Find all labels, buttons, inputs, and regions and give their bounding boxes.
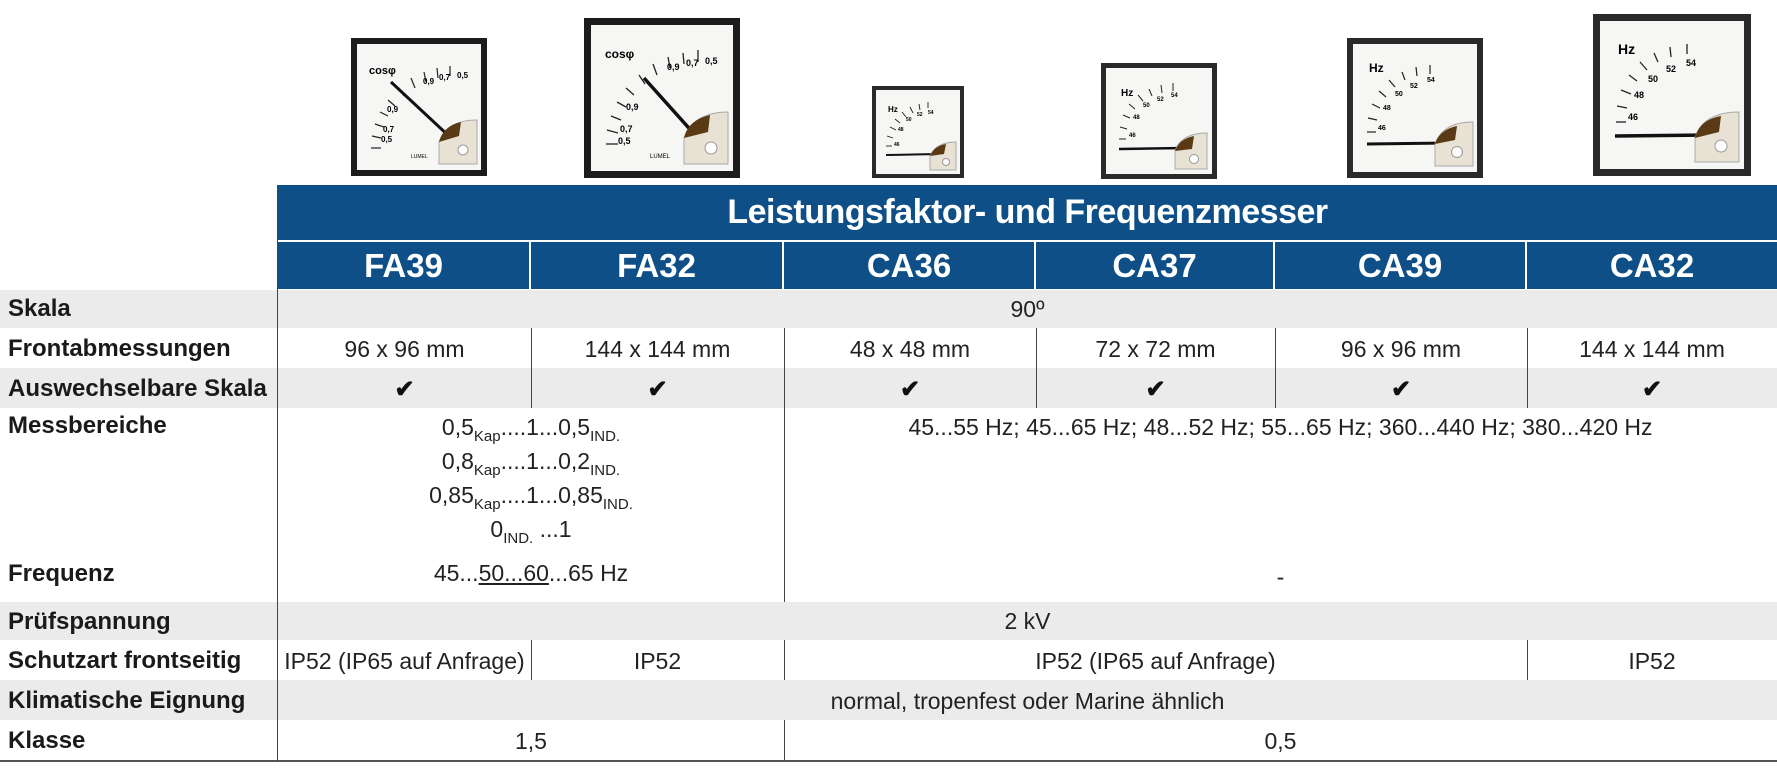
row-front <box>0 328 1777 368</box>
meter-ca37 <box>1101 63 1217 179</box>
row-skala <box>0 290 1777 328</box>
svg-text:0,7: 0,7 <box>439 73 451 82</box>
schutz-ca36-ca39: IP52 (IP65 auf Anfrage) <box>1035 648 1276 674</box>
row-klima <box>0 680 1777 720</box>
svg-text:0,5: 0,5 <box>705 56 718 66</box>
row-schutz <box>0 640 1777 680</box>
svg-text:52: 52 <box>1666 64 1677 74</box>
row-label-frequenz: Frequenz <box>8 560 115 587</box>
svg-text:0,9: 0,9 <box>626 102 639 112</box>
check-icon: ✔ <box>1641 376 1663 403</box>
row-label-auswechsel: Auswechselbare Skala <box>8 375 267 402</box>
svg-text:0,7: 0,7 <box>620 124 633 134</box>
row-klasse <box>0 720 1777 762</box>
front-ca36: 48 x 48 mm <box>849 336 971 362</box>
check-icon: ✔ <box>394 376 415 403</box>
svg-text:50: 50 <box>1143 103 1150 109</box>
svg-text:0,5: 0,5 <box>457 71 469 80</box>
hz-ranges: 45...55 Hz; 45...65 Hz; 48...52 Hz; 55...65 Hz; 360...440 Hz; 380...420 Hz <box>908 414 1653 440</box>
row-label-front: Frontabmessungen <box>8 335 231 362</box>
svg-text:46: 46 <box>1378 125 1386 132</box>
model-fa32: FA32 <box>531 242 784 289</box>
pruef-value: 2 kV <box>1004 608 1051 634</box>
front-fa39: 96 x 96 mm <box>344 336 465 362</box>
svg-text:0,5: 0,5 <box>618 136 631 146</box>
svg-text:0,7: 0,7 <box>686 58 699 68</box>
check-icon: ✔ <box>1145 376 1166 403</box>
divider-label-col <box>277 185 278 762</box>
svg-text:54: 54 <box>1427 77 1435 84</box>
svg-text:0,9: 0,9 <box>423 77 435 86</box>
klasse-ca: 0,5 <box>1264 728 1297 754</box>
row-label-klasse: Klasse <box>8 727 86 754</box>
svg-text:50: 50 <box>906 117 912 123</box>
divider-ca36-ca37 <box>1036 328 1037 408</box>
svg-text:52: 52 <box>1410 83 1418 90</box>
meter-ca36-label: Hz <box>888 105 898 114</box>
svg-text:54: 54 <box>1686 58 1697 68</box>
svg-text:48: 48 <box>1383 105 1391 112</box>
divider-ca39-ca32-schutz <box>1527 640 1528 680</box>
svg-text:LUMEL: LUMEL <box>650 154 671 160</box>
svg-text:50: 50 <box>1648 74 1659 84</box>
svg-text:0,7: 0,7 <box>383 125 395 134</box>
svg-text:48: 48 <box>1634 90 1645 100</box>
svg-text:0,9: 0,9 <box>667 62 680 72</box>
divider-fa39-fa32-schutz <box>531 640 532 680</box>
cos-range-line-4: $0_{IND.}$ ...1 <box>490 516 572 547</box>
front-ca37: 72 x 72 mm <box>1095 336 1216 362</box>
table-title: Leistungsfaktor- und Frequenzmesser <box>278 185 1777 240</box>
svg-text:46: 46 <box>1129 133 1136 139</box>
skala-value: 90º <box>1010 296 1045 322</box>
row-pruef <box>0 602 1777 640</box>
meter-ca32 <box>1593 14 1751 176</box>
meter-ca36 <box>872 86 964 178</box>
meter-ca39 <box>1347 38 1483 178</box>
check-icon: ✔ <box>1390 376 1412 403</box>
row-label-schutz: Schutzart frontseitig <box>8 647 242 674</box>
svg-text:46: 46 <box>1628 112 1639 122</box>
divider-ca39-ca32 <box>1527 328 1528 408</box>
front-ca32: 144 x 144 mm <box>1579 336 1725 362</box>
model-ca32: CA32 <box>1609 246 1695 284</box>
cos-range-line-1: $0,5_{Kap}....1...0,5_{IND.}$ <box>441 414 621 445</box>
meter-fa32-label: cosφ <box>605 47 635 61</box>
divider-fa-ca-klasse <box>784 720 785 760</box>
row-label-messbereiche: Messbereiche <box>8 412 167 439</box>
svg-text:0,9: 0,9 <box>387 105 399 114</box>
divider-fa39-fa32 <box>531 328 532 408</box>
klasse-fa: 1,5 <box>515 728 547 754</box>
frequenz-value: 45...50...60...65 Hz <box>433 560 629 586</box>
row-messbereiche <box>0 408 1777 602</box>
meter-fa32 <box>584 18 740 178</box>
model-ca36: CA36 <box>784 242 1036 289</box>
meter-fa39 <box>351 38 487 176</box>
svg-text:54: 54 <box>928 110 934 116</box>
cos-range-line-2: $0,8_{Kap}....1...0,2_{IND.}$ <box>441 448 621 479</box>
row-label-skala: Skala <box>8 295 71 322</box>
meter-ca37-label: Hz <box>1121 88 1134 99</box>
model-ca39: CA39 <box>1275 242 1527 289</box>
schutz-fa32: IP52 <box>633 648 682 674</box>
frequenz-dash: - <box>1276 564 1285 590</box>
svg-text:LUMEL: LUMEL <box>411 154 428 160</box>
meter-ca32-label: Hz <box>1618 41 1636 57</box>
cos-range-line-3: $0,85_{Kap}....1...0,85_{IND.}$ <box>429 482 633 513</box>
schutz-fa39: IP52 (IP65 auf Anfrage) <box>284 648 525 674</box>
schutz-ca32: IP52 <box>1628 648 1676 674</box>
svg-text:48: 48 <box>1133 115 1140 121</box>
svg-text:48: 48 <box>898 127 904 133</box>
model-fa39: FA39 <box>278 242 531 289</box>
model-ca37: CA37 <box>1036 242 1275 289</box>
divider-fa-ca-schutz <box>784 640 785 680</box>
row-auswechsel <box>0 368 1777 408</box>
check-icon: ✔ <box>899 376 921 403</box>
meter-ca39-label: Hz <box>1369 61 1384 75</box>
divider-fa-ca <box>784 328 785 602</box>
svg-text:46: 46 <box>894 142 900 148</box>
row-label-pruef: Prüfspannung <box>8 608 171 635</box>
svg-text:52: 52 <box>917 112 923 118</box>
front-ca39: 96 x 96 mm <box>1340 336 1462 362</box>
svg-text:0,5: 0,5 <box>381 135 393 144</box>
svg-text:52: 52 <box>1157 97 1164 103</box>
klima-value: normal, tropenfest oder Marine ähnlich <box>830 688 1225 714</box>
front-fa32: 144 x 144 mm <box>584 336 731 362</box>
model-header-row <box>278 242 1777 289</box>
meter-fa39-label: cosφ <box>369 65 396 77</box>
divider-ca37-ca39 <box>1275 328 1276 408</box>
row-label-klima: Klimatische Eignung <box>8 687 246 714</box>
svg-text:54: 54 <box>1171 93 1178 99</box>
check-icon: ✔ <box>647 376 668 403</box>
svg-text:50: 50 <box>1395 91 1403 98</box>
